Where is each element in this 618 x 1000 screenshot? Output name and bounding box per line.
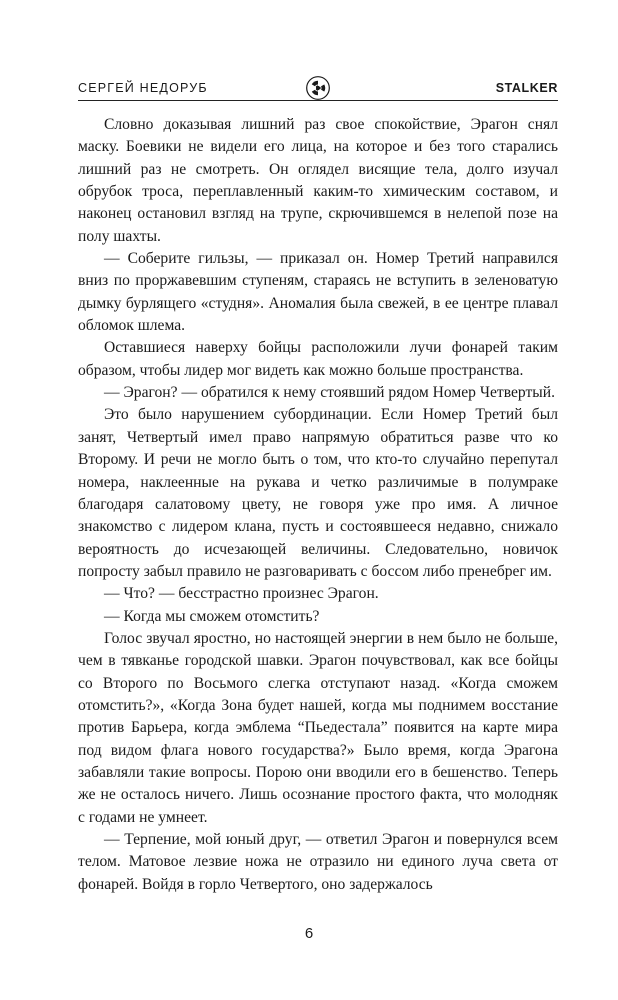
paragraph: — Что? — бесстрастно произнес Эрагон. (104, 585, 379, 603)
paragraph: — Эрагон? — обратился к нему стоявший рядом Номер Четвертый. (104, 384, 556, 402)
paragraph: Словно доказывая лишний раз свое спокойствие, Эрагон снял маску. Боевики не видели его лица, на которое и без того старались лишний раз не смотреть. Он оглядел висящие тела, долго изучал обрубок троса, переплавленный каким-то химическим составом, и наконец остановил взгляд на трупе, скрючившемся в нелепой позе на полу шахты. (78, 116, 558, 245)
paragraph: — Терпение, мой юный друг, — ответил Эрагон и повернулся всем телом. Матовое лезвие ножа не отразило ни единого луча света от фонарей. Войдя в горло Четвертого, оно задержалось (78, 831, 558, 893)
page-number: 6 (304, 925, 314, 942)
paragraph: Оставшиеся наверху бойцы расположили лучи фонарей таким образом, чтобы лидер мог видеть как можно больше пространства. (78, 339, 558, 379)
running-header (78, 76, 558, 102)
radiation-icon (306, 76, 330, 100)
paragraph: — Когда мы сможем отомстить? (104, 607, 320, 625)
body-text (78, 114, 558, 896)
paragraph: Это было нарушением субординации. Если Номер Третий был занят, Четвертый имел право напрямую обратиться разве что ко Второму. И речи не могло быть о том, что кто-то случайно перепутал номера, наклеенные на рукава и четко различимые в полумраке благодаря салатовому цвету, не говоря уже про имя. А личное знакомство с лидером клана, пусть и состоявшееся недавно, снижало вероятность до исчезающей величины. Следовательно, новичок попросту забыл правило не разговаривать с боссом либо пренебрег им. (78, 406, 558, 580)
header-series: STALKER (495, 81, 558, 95)
header-rule (78, 100, 558, 101)
paragraph: — Соберите гильзы, — приказал он. Номер Третий направился вниз по проржавевшим ступеням, стараясь не вступить в зеленоватую дымку бурлящего «студня». Аномалия была свежей, в ее центре плавал обломок шлема. (78, 250, 558, 335)
paragraph: Голос звучал яростно, но настоящей энергии в нем было не больше, чем в тявканье городской шавки. Эрагон почувствовал, как все бойцы со Второго по Восьмого слегка отступают назад. «Когда сможем отомстить?», «Когда Зона будет нашей, когда мы поднимем восстание против Барьера, когда эмблема “Пьедестала” появится на карте мира под видом флага нового государства?» Было время, когда Эрагона забавляли такие вопросы. Порою они вводили его в бешенство. Теперь же не осталось ничего. Лишь осознание простого факта, что молодняк с годами не умнеет. (78, 629, 558, 826)
header-author: СЕРГЕЙ НЕДОРУБ (78, 81, 208, 95)
